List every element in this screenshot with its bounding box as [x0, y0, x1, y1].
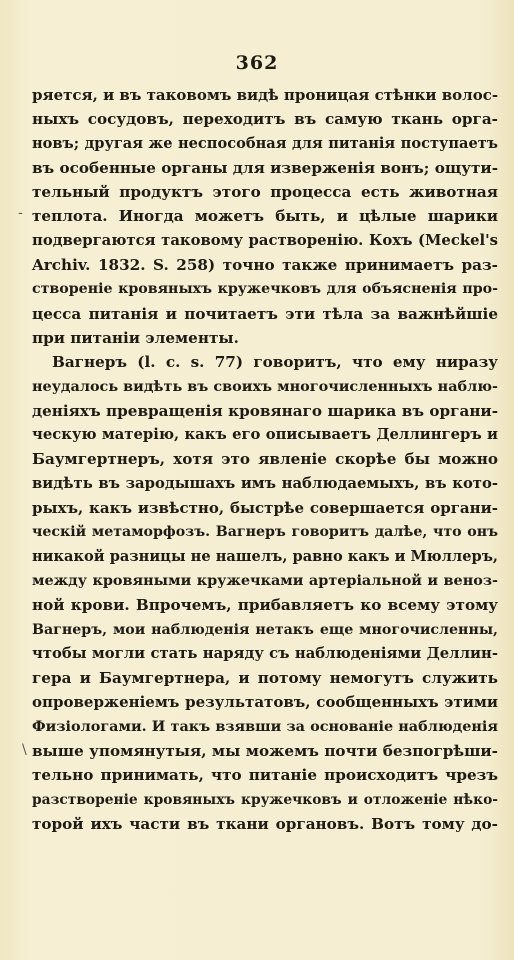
- text-line: неудалось видѣть въ своихъ многочисленныхъ наблю-: [32, 377, 498, 395]
- page-number: 362: [235, 52, 279, 74]
- text-line: тельный продуктъ этого процесса есть животная: [32, 183, 498, 202]
- text-line: разствореніе кровяныхъ кружечковъ и отложеніе нѣко-: [32, 791, 498, 808]
- text-line: рыхъ, какъ извѣстно, быстрѣе совершается органи-: [32, 499, 498, 518]
- text-line: теплота. Иногда можетъ быть, и цѣлые шарики: [32, 207, 498, 226]
- text-line: Archiv. 1832. S. 258) точно также принимаетъ раз-: [32, 256, 498, 275]
- body-text: [32, 83, 498, 836]
- text-line: деніяхъ превращенія кровянаго шарика въ органи-: [32, 401, 498, 420]
- text-line: въ особенные органы для изверженія вонъ; ощути-: [32, 158, 498, 177]
- text-line: Физіологами. И такъ взявши за основаніе наблюденія: [32, 717, 498, 735]
- text-line: ческій метаморфозъ. Вагнеръ говоритъ далѣе, что онъ: [32, 524, 498, 541]
- text-line: ныхъ сосудовъ, переходитъ въ самую ткань орга-: [32, 110, 498, 129]
- text-line: Вагнеръ (l. c. s. 77) говоритъ, что ему ниразу: [52, 353, 498, 372]
- text-line: ной крови. Впрочемъ, прибавляетъ ко всему этому: [32, 596, 498, 615]
- text-line: чтобы могли стать наряду съ наблюденіями Деллин-: [32, 644, 498, 662]
- text-line: подвергаются таковому растворенію. Кохъ (Meckel's: [32, 231, 498, 249]
- text-line: ряется, и въ таковомъ видѣ проницая стѣнки волос-: [32, 86, 499, 104]
- text-line: опроверженіемъ результатовъ, сообщенныхъ этими: [32, 693, 498, 712]
- text-line: гера и Баумгертнера, и потому немогутъ служить: [32, 669, 498, 688]
- text-line: между кровяными кружечками артеріальной и веноз-: [32, 571, 498, 589]
- text-line: торой ихъ части въ ткани органовъ. Вотъ тому до-: [32, 814, 498, 833]
- text-line: никакой разницы не нашелъ, равно какъ и Мюллеръ,: [32, 547, 498, 565]
- text-line: створеніе кровяныхъ кружечковъ для объясненія про-: [32, 281, 498, 298]
- text-line: ческую матерію, какъ его описываетъ Деллингеръ и: [32, 426, 498, 444]
- margin-bracket-mark: \: [22, 742, 27, 758]
- text-line: видѣть въ зародышахъ имъ наблюдаемыхъ, въ кото-: [32, 474, 498, 492]
- margin-dash-mark: -: [18, 205, 23, 221]
- text-line: выше упомянутыя, мы можемъ почти безпогрѣши-: [32, 742, 498, 761]
- text-line: цесса питанія и почитаетъ эти тѣла за важнѣйшіе: [32, 304, 498, 323]
- text-line: Баумгертнеръ, хотя это явленіе скорѣе бы можно: [32, 450, 498, 469]
- text-line: тельно принимать, что питаніе происходитъ чрезъ: [32, 766, 498, 785]
- text-line: при питаніи элементы.: [32, 328, 239, 347]
- text-line: Вагнеръ, мои наблюденія нетакъ еще многочисленны,: [32, 621, 498, 638]
- text-line: новъ; другая же неспособная для питанія поступаетъ: [32, 134, 498, 152]
